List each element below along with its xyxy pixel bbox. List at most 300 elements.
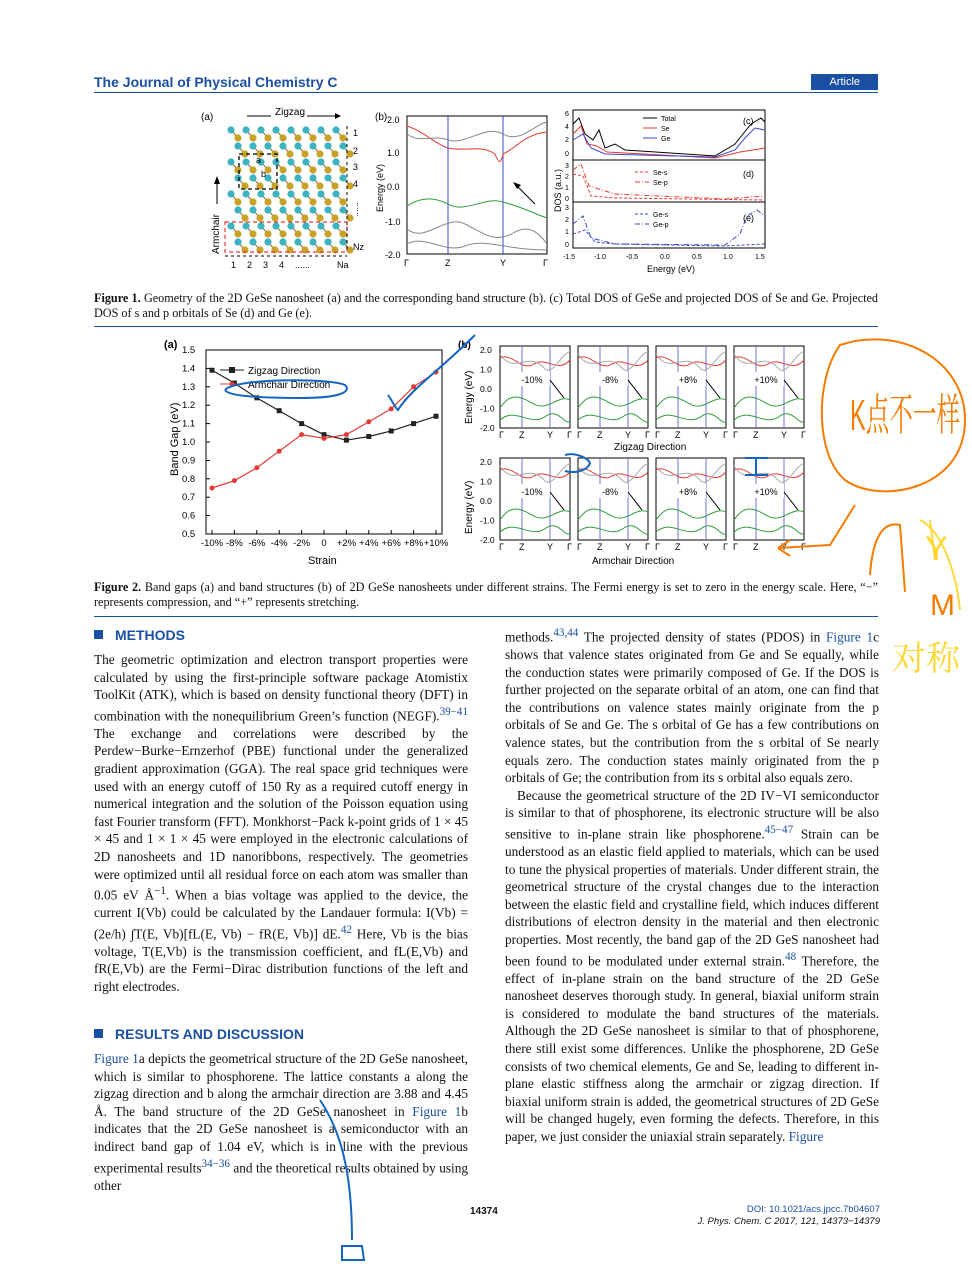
fig2b-xtick: Γ	[801, 542, 806, 552]
se-atom	[264, 134, 271, 141]
ge-atom	[227, 222, 234, 229]
zigzag-point	[389, 428, 394, 433]
results-p1b: b indicates that the 2D GeSe nanosheet is a semiconductor with an indirect band gap of 1.04 eV, which is in line with the previous experimental results	[94, 1103, 468, 1175]
rc-p2a: Because the geometrical structure of the 2D IV−VI semiconductor is similar to that of phosphorene, its electronic structure will be also sensitive to in-plane strain like phosphorene.	[505, 787, 879, 842]
armchair-point	[344, 432, 349, 437]
ge-atom	[332, 190, 339, 197]
dos-ytick: 4	[565, 124, 569, 131]
fig2b-strain-label: -10%	[521, 375, 543, 385]
x-tick-label: 0	[321, 538, 327, 549]
legend-armchair-marker	[230, 382, 235, 387]
legend-se-p: Se-p	[653, 180, 668, 187]
dos-ylabel: DOS (a.u.)	[553, 168, 563, 212]
fig2b-xtick: Γ	[499, 542, 504, 552]
armchair-point	[210, 486, 215, 491]
ge-atom	[294, 238, 301, 245]
legend-ge: Ge	[661, 136, 671, 143]
col-tick: 3	[263, 260, 269, 270]
se-atom	[241, 214, 248, 221]
fig2b-arrow	[706, 380, 720, 398]
fig2b-row2-title: Armchair Direction	[592, 556, 675, 567]
se-atom	[286, 150, 293, 157]
fig1d-label: (d)	[743, 169, 754, 179]
zigzag-point	[277, 408, 282, 413]
ge-atom	[339, 142, 346, 149]
y-tick-label: 0.6	[182, 510, 196, 522]
se-atom	[279, 166, 286, 173]
fig2b-xtick: Z	[675, 430, 681, 440]
fig2b-arrow	[628, 492, 642, 510]
dos-ytick: 3	[565, 205, 569, 212]
box-b-label: b	[261, 169, 267, 179]
figure-2-label: Figure 2.	[94, 580, 142, 594]
se-atom	[264, 230, 271, 237]
se-atom	[309, 230, 316, 237]
fig1a-zigzag-label: Zigzag	[275, 107, 306, 118]
se-atom	[331, 182, 338, 189]
armchair-point	[434, 370, 439, 375]
fig2b-arrow	[706, 492, 720, 510]
armchair-point	[411, 384, 416, 389]
ge-atom	[234, 174, 241, 181]
zigzag-point	[210, 368, 215, 373]
citation: J. Phys. Chem. C 2017, 121, 14373−14379	[697, 1216, 880, 1227]
fig2b-valence-band	[656, 509, 726, 520]
dos-xlabel: Energy (eV)	[647, 264, 696, 274]
fig2b-valence-band	[578, 397, 648, 408]
dos-ytick: 3	[565, 163, 569, 170]
fig2-panel-a	[164, 339, 449, 567]
doi-link[interactable]: DOI: 10.1021/acs.jpcc.7b04607	[746, 1204, 880, 1215]
rc-p1a: methods.	[505, 629, 554, 645]
y-tick-label: 0.5	[182, 529, 196, 540]
armchair-point	[389, 406, 394, 411]
handwritten-symmetry: 对称	[892, 640, 960, 678]
fig1-dos-panels	[553, 110, 765, 274]
fig2b-ytick: 0.0	[480, 496, 492, 506]
ge-atom	[272, 126, 279, 133]
dos-ytick: 2	[565, 217, 569, 224]
fig1a-label: (a)	[201, 112, 214, 123]
armchair-arrowhead	[214, 176, 220, 184]
se-atom	[234, 230, 241, 237]
se-atom	[339, 166, 346, 173]
se-atom	[271, 214, 278, 221]
ge-atom	[339, 206, 346, 213]
results-heading-text: RESULTS AND DISCUSSION	[115, 1026, 305, 1042]
fig1b-arrowhead	[513, 182, 521, 189]
fig2b-xtick: Γ	[655, 430, 660, 440]
rc-p2c: Therefore, the effect of in-plane strain on the band structure of the 2D GeSe nanosheet deserves thorough study. In general, biaxial uniform strain is considered to modulate the band structures of the materials. Although the 2D GeSe nanosheet is similar to that of phosphorene, there still exist some differences. Unlike the phosphorene, 2D GeSe consists of two chemical elements, Ge and Se, leading to different in-plane elastic stiffness along the armchair or zigzag direction. If biaxial uniform strain is added, the geometrical structures of 2D GeSe will be changed hugely, even forming the defects. Therefore, in this paper, we just consider the uniaxial strain separately.	[505, 952, 880, 1144]
fig2b-band	[500, 464, 570, 482]
ge-atom	[234, 206, 241, 213]
figure-rule	[94, 326, 878, 327]
se-atom	[294, 134, 301, 141]
fig2b-xtick: Z	[519, 542, 525, 552]
fig2b-xtick: Y	[547, 542, 554, 552]
ge-atom	[332, 158, 339, 165]
fig2b-xtick: Γ	[577, 542, 582, 552]
fig1b-band	[407, 122, 547, 141]
unit-sup: −1	[154, 885, 166, 898]
se-atom	[234, 134, 241, 141]
fig2b-xtick: Y	[625, 542, 632, 552]
fig2a-xlabel: Strain	[308, 555, 337, 567]
fig2b-ytick: -1.0	[480, 403, 495, 414]
figure-1-label: Figure 1.	[94, 291, 141, 305]
armchair-point	[232, 478, 237, 483]
fig2b-label: (b)	[458, 340, 471, 351]
ref-link[interactable]: 34−36	[201, 1157, 230, 1170]
dos-xtick: -1.5	[563, 254, 576, 261]
fig1b-xtick: Γ	[404, 258, 409, 268]
se-atom	[249, 134, 256, 141]
dos-se-p-curve	[573, 164, 765, 199]
se-atom	[256, 214, 263, 221]
ge-atom	[257, 222, 264, 229]
fig2b-arrow	[784, 492, 798, 510]
fig2b-xtick: Z	[519, 430, 525, 440]
fig2b-xtick: Z	[597, 542, 603, 552]
ge-atom	[249, 238, 256, 245]
fig2b-ytick: 2.0	[480, 457, 492, 467]
dos-ytick: 2	[565, 137, 569, 144]
fig2a-frame	[206, 350, 442, 534]
armchair-label: Armchair	[211, 213, 222, 254]
ge-atom	[302, 190, 309, 197]
se-atom	[316, 150, 323, 157]
figure-link[interactable]: Figure 1	[826, 629, 874, 645]
se-atom	[249, 166, 256, 173]
section-square-icon	[94, 630, 103, 639]
se-atom	[264, 198, 271, 205]
handwritten-m: M	[930, 589, 955, 622]
ge-atom	[294, 174, 301, 181]
se-atom	[294, 198, 301, 205]
ge-atom	[302, 126, 309, 133]
legend-ge-p: Ge-p	[653, 222, 669, 229]
fig2b-xtick: Γ	[577, 430, 582, 440]
fig2-panel-b	[458, 340, 806, 567]
fig2b-band	[734, 464, 804, 482]
ge-atom	[309, 142, 316, 149]
se-atom	[316, 214, 323, 221]
col-dots: ......	[295, 260, 311, 270]
y-tick-label: 1.5	[182, 345, 196, 356]
figure-1	[195, 104, 785, 282]
fig2b-strain-label: -10%	[521, 487, 543, 497]
methods-p1d: Here, Vb is the bias voltage, T(E,Vb) is the transmission coefficient, and fL(E,Vb) and fR(E,Vb) are the Fermi−Dirac distribution functions of the left and right electrodes.	[94, 926, 468, 994]
se-atom	[294, 230, 301, 237]
dos-ytick: 6	[565, 111, 569, 118]
se-atom	[331, 214, 338, 221]
se-atom	[339, 230, 346, 237]
fig2b-band	[656, 464, 726, 482]
fig1b-xtick: Γ	[543, 258, 548, 268]
fig1b-conduction-band	[407, 126, 547, 162]
ge-atom	[242, 190, 249, 197]
fig2b-valence-band	[578, 509, 648, 520]
ge-atom	[302, 158, 309, 165]
fig2b-arrow	[550, 380, 564, 398]
journal-title[interactable]: The Journal of Physical Chemistry C	[94, 74, 338, 90]
fig1b-xtick: Y	[500, 258, 507, 268]
fig1b-band	[407, 222, 547, 244]
dos-xtick: 1.5	[755, 254, 765, 261]
x-tick-label: -2%	[293, 538, 311, 549]
zigzag-point	[434, 414, 439, 419]
ge-atom	[264, 206, 271, 213]
ge-atom	[242, 126, 249, 133]
ge-atom	[339, 238, 346, 245]
fig2b-valence-band	[578, 526, 648, 534]
fig2b-ytick: -1.0	[480, 515, 495, 526]
ref-link[interactable]: 39−41	[439, 705, 468, 718]
ge-atom	[317, 222, 324, 229]
ge-atom	[287, 126, 294, 133]
fig1b-label: (b)	[375, 112, 388, 123]
armchair-point	[254, 465, 259, 470]
se-atom	[234, 166, 241, 173]
legend-zigzag: Zigzag Direction	[248, 366, 321, 377]
dos-ge-p-curve	[573, 210, 765, 245]
fig1b-band	[407, 241, 547, 250]
fig2b-strain-label: +8%	[678, 375, 698, 385]
fig2b-strain-label: +8%	[678, 487, 698, 497]
fig2b-xtick: Y	[703, 542, 710, 552]
dos-xtick: 1.0	[723, 254, 733, 261]
methods-text	[94, 651, 468, 996]
row-tick: 4	[353, 179, 359, 189]
figure-2-caption-text: Band gaps (a) and band structures (b) of 2D GeSe nanosheets under different strains. The Fermi energy is set to zero in the energy scale. Here, “−” represents compression, and “+” represents stretching.	[94, 580, 878, 609]
fig2b-xtick: Z	[753, 430, 759, 440]
handwritten-d: D	[568, 470, 569, 471]
fig2b-ylabel-bottom: Energy (eV)	[464, 480, 475, 534]
dos-xtick: -1.0	[594, 254, 607, 261]
se-atom	[249, 230, 256, 237]
ge-atom	[242, 222, 249, 229]
fig2b-arrow	[784, 380, 798, 398]
legend-ge-s: Ge-s	[653, 212, 669, 219]
fig1b-ytick: -2.0	[385, 250, 401, 260]
fig1c-label: (c)	[743, 116, 754, 126]
fig1b-valence-band	[407, 199, 547, 218]
x-tick-label: -10%	[200, 538, 224, 549]
se-atom	[309, 166, 316, 173]
fig2b-valence-band	[734, 414, 804, 422]
fig2b-band	[656, 352, 726, 370]
zigzag-arrowhead	[335, 113, 341, 119]
fig2b-xtick: Γ	[567, 430, 572, 440]
fig2b-xtick: Γ	[645, 430, 650, 440]
methods-p1a: The geometric optimization and electron transport properties were calculated by using the first-principle software package Atomistix ToolKit (ATK), which is based on density functional theory (DFT) in combination with the nonequilibrium Green’s function (NEGF).	[94, 652, 468, 724]
fig2b-strain-label: +10%	[754, 487, 778, 497]
rc-p1b: The projected density of states (PDOS) in	[578, 629, 827, 645]
dos-ytick: 0	[565, 151, 569, 158]
ge-atom	[264, 238, 271, 245]
fig1b-ytick: 0.0	[387, 182, 400, 192]
ge-atom	[324, 206, 331, 213]
article-tag[interactable]: Article	[811, 74, 878, 90]
results-text	[94, 1050, 468, 1194]
ge-atom	[279, 206, 286, 213]
fig2a-xticks	[201, 530, 449, 549]
fig2b-ytick: 1.0	[480, 476, 492, 487]
x-tick-label: +2%	[336, 538, 357, 549]
right-column-text	[505, 625, 879, 1145]
ge-atom	[249, 174, 256, 181]
ref-link[interactable]: 48	[785, 950, 797, 963]
fig1b-ylabel: Energy (eV)	[375, 163, 385, 212]
ge-atom	[249, 206, 256, 213]
na-label: Na	[337, 260, 349, 270]
ge-atom	[227, 158, 234, 165]
y-tick-label: 1.3	[182, 381, 196, 393]
y-tick-label: 0.9	[182, 455, 196, 467]
fig2b-valence-band	[734, 397, 804, 408]
fig2b-valence-band	[656, 414, 726, 422]
page-header	[94, 74, 878, 92]
ge-atom	[287, 158, 294, 165]
fig2b-band	[578, 464, 648, 482]
dos-xtick: 0.0	[660, 254, 670, 261]
ref-link[interactable]: 45−47	[764, 823, 794, 836]
ge-atom	[279, 238, 286, 245]
ref-link[interactable]: 43,44	[553, 627, 579, 639]
y-tick-label: 1.2	[182, 400, 196, 412]
y-tick-label: 1.0	[182, 437, 196, 448]
ge-atom	[309, 174, 316, 181]
ge-atom	[324, 238, 331, 245]
handwritten-note: K点不一样	[850, 391, 960, 440]
ge-atom	[227, 126, 234, 133]
se-atom	[279, 198, 286, 205]
ge-atom	[309, 206, 316, 213]
se-atom	[294, 166, 301, 173]
se-atom	[301, 214, 308, 221]
fig2b-band	[578, 352, 648, 370]
ge-atom	[279, 174, 286, 181]
x-tick-label: +6%	[381, 538, 401, 549]
ge-atom	[317, 158, 324, 165]
fig1-panel-a	[201, 107, 365, 270]
page-number: 14374	[470, 1206, 498, 1217]
dos-ytick: 1	[565, 229, 569, 236]
fig2b-valence-band	[500, 397, 570, 408]
figure-1-caption-text: Geometry of the 2D GeSe nanosheet (a) and the corresponding band structure (b). (c) Total DOS of GeSe and projected DOS of Se and Ge. Projected DOS of s and p orbitals of Se (d) and Ge (e).	[94, 291, 878, 320]
fig1b-ytick: 1.0	[387, 148, 400, 158]
handwritten-orange-circle	[822, 339, 965, 491]
methods-p1b: The exchange and correlations were described by the Perdew−Burke−Ernzerhof (PBE) functional under the generalized gradient approximation (GGA). The real space grid techniques were used with an energy cutoff of 150 Ry as a required cutoff energy in numerical integration and the solution of the Poisson equation using fast Fourier transform (FFT). Monkhorst−Pack k-point grids of 1 × 45 × 45 and 1 × 1 × 45 were employed in the electronic calculations of 2D nanosheets and 1D nanoribbons, respectively. The geometries were optimized until all residual force on each atom was smaller than 0.05 eV Å	[94, 725, 468, 903]
ge-atom	[294, 206, 301, 213]
se-atom	[324, 230, 331, 237]
figure-link[interactable]: Figure 1	[412, 1103, 462, 1119]
legend-armchair: Armchair Direction	[248, 380, 331, 391]
ge-atom	[249, 142, 256, 149]
figure-1-caption	[94, 291, 878, 321]
x-tick-label: +10%	[423, 538, 449, 549]
ge-atom	[272, 190, 279, 197]
col-tick: 2	[247, 260, 253, 270]
fig2b-xtick: Y	[547, 430, 554, 440]
fig2b-xtick: Γ	[645, 542, 650, 552]
fig2b-valence-band	[656, 397, 726, 408]
zigzag-point	[366, 434, 371, 439]
figure-link[interactable]: Figure	[788, 1128, 824, 1144]
fig2b-ytick: -2.0	[480, 423, 495, 433]
fig2b-xtick: Y	[781, 430, 788, 440]
se-atom	[324, 198, 331, 205]
fig2b-ytick: 2.0	[480, 345, 492, 355]
lattice-structure	[227, 126, 353, 253]
x-tick-label: -6%	[248, 538, 266, 549]
col-tick: 1	[231, 260, 237, 270]
ge-atom	[294, 142, 301, 149]
legend-se: Se	[661, 126, 670, 133]
figure-link[interactable]: Figure 1	[94, 1051, 139, 1066]
dos-ytick: 1	[565, 185, 569, 192]
armchair-point	[299, 432, 304, 437]
fig2b-xtick: Y	[781, 542, 788, 552]
fig2b-xtick: Γ	[733, 430, 738, 440]
ge-atom	[287, 190, 294, 197]
ge-atom	[279, 142, 286, 149]
se-atom	[279, 134, 286, 141]
row-tick: 3	[353, 162, 359, 172]
ref-link[interactable]: 42	[340, 923, 352, 936]
figure-2-caption	[94, 580, 878, 610]
ge-atom	[317, 126, 324, 133]
fig2b-valence-band	[734, 526, 804, 534]
fig2b-xtick: Y	[625, 430, 632, 440]
rc-p2b: Strain can be understood as an elastic field applied to materials, which can be used to tune the physical properties of materials. Under different strain, the geometrical structure of the crystal changes due to the interaction between the elastic field and crystalline field, which induces different distributions of electron density in the material and then electronic properties. Most recently, the band gap of the 2D GeS nanosheet had been found to be modulated under external strain.	[505, 826, 879, 968]
figure-2	[160, 336, 820, 572]
fig2b-ytick: -2.0	[480, 535, 495, 545]
fig2b-strain-label: +10%	[754, 375, 778, 385]
ge-atom	[324, 142, 331, 149]
fig2b-xtick: Γ	[499, 430, 504, 440]
fig2b-valence-band	[734, 509, 804, 520]
fig2b-xtick: Γ	[733, 542, 738, 552]
se-atom	[286, 182, 293, 189]
handwritten-i: I	[752, 470, 753, 471]
legend-zigzag-marker	[229, 367, 235, 373]
figure-rule	[94, 616, 878, 617]
ge-atom	[332, 126, 339, 133]
methods-p1c: . When a bias voltage was applied to the device, the current I(Vb) could be calculated by the Landauer formula: I(Vb) = (2e/h) ∫T(E, Vb)[fL(E, Vb) − fR(E, Vb)] dE.	[94, 887, 468, 942]
fig2b-valence-band	[500, 414, 570, 422]
results-p1a: a depicts the geometrical structure of the 2D GeSe nanosheet, which is similar to phosphorene. The lattice constants a along the zigzag direction and b along the armchair direction are 3.88 and 4.45 Å. The band structure of the 2D GeSe nanosheet in	[94, 1051, 468, 1119]
ge-atom	[317, 190, 324, 197]
zigzag-point	[344, 438, 349, 443]
se-atom	[279, 230, 286, 237]
legend-total: Total	[661, 116, 676, 123]
fig2b-xtick: Z	[597, 430, 603, 440]
section-square-icon	[94, 1029, 103, 1038]
dos-ytick: 0	[565, 196, 569, 203]
x-tick-label: +8%	[403, 538, 424, 549]
armchair-point	[366, 419, 371, 424]
fig1b-ytick: 2.0	[387, 115, 400, 125]
footer-doi	[698, 1204, 880, 1228]
methods-heading	[94, 627, 185, 643]
row-tick: 1	[353, 128, 359, 138]
se-atom	[301, 182, 308, 189]
se-atom	[286, 214, 293, 221]
dos-ytick: 0	[565, 242, 569, 249]
header-rule	[94, 92, 878, 93]
nz-label: Nz	[353, 242, 364, 252]
